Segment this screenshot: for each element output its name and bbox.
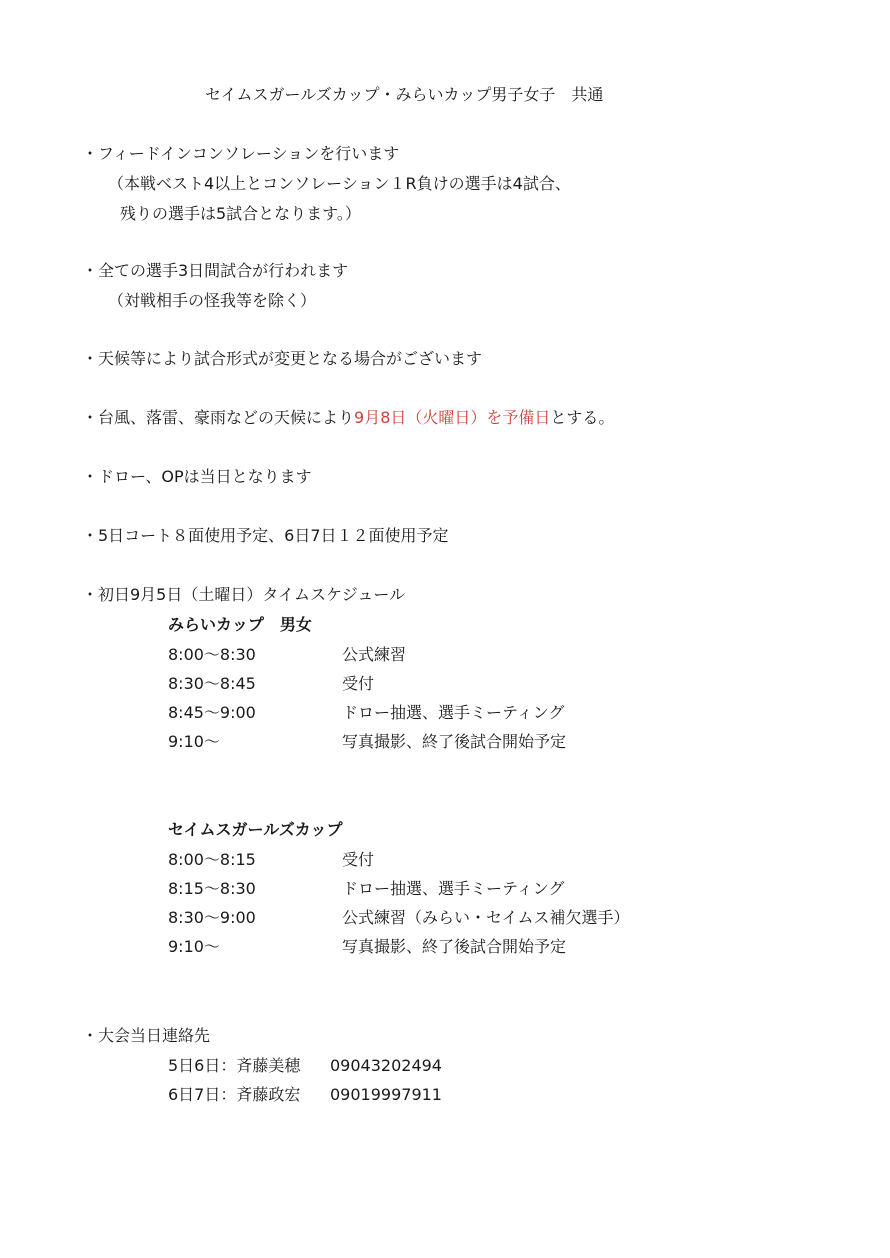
note-courts: ・5日コート８面使用予定、6日7日１２面使用予定	[82, 526, 449, 545]
reserve-day-suffix: とする。	[550, 408, 615, 427]
note-draw-op: ・ドロー、OPは当日となります	[82, 467, 312, 486]
schedule-row-desc: 受付	[342, 674, 375, 693]
schedule-row-time: 8:30～9:00	[168, 908, 256, 927]
schedule-row-time: 8:15～8:30	[168, 879, 256, 898]
reserve-day-highlight: 9月8日（火曜日）を予備日	[354, 408, 551, 427]
schedule-row-time: 8:30～8:45	[168, 674, 256, 693]
contact-name: 6日7日：斉藤政宏	[168, 1085, 301, 1104]
contact-phone: 09043202494	[330, 1056, 442, 1075]
schedule-row-desc: 公式練習（みらい・セイムス補欠選手）	[342, 908, 630, 927]
schedule-row-desc: 写真撮影、終了後試合開始予定	[342, 937, 567, 956]
note-feed-in-line2: （本戦ベスト4以上とコンソレーション１R負けの選手は4試合、	[108, 174, 571, 193]
schedule-row-desc: ドロー抽選、選手ミーティング	[342, 879, 565, 898]
schedule-row-desc: 公式練習	[342, 645, 407, 664]
note-schedule-heading: ・初日9月5日（土曜日）タイムスケジュール	[82, 585, 406, 604]
contact-phone: 09019997911	[330, 1085, 442, 1104]
schedule-row-time: 9:10～	[168, 937, 220, 956]
note-three-days-line2: （対戦相手の怪我等を除く）	[108, 291, 317, 310]
note-feed-in-line3: 残りの選手は5試合となります。）	[120, 204, 361, 223]
note-weather-format: ・天候等により試合形式が変更となる場合がございます	[82, 349, 483, 368]
schedule-row-time: 8:00～8:30	[168, 645, 256, 664]
schedule-row-time: 9:10～	[168, 732, 220, 751]
schedule-row-desc: 受付	[342, 850, 375, 869]
note-reserve-day	[82, 407, 614, 429]
note-three-days-line1: ・全ての選手3日間試合が行われます	[82, 261, 349, 280]
reserve-day-prefix: ・台風、落雷、豪雨などの天候により	[82, 408, 355, 427]
schedule-row-time: 8:45～9:00	[168, 703, 256, 722]
schedule-row-desc: ドロー抽選、選手ミーティング	[342, 703, 565, 722]
seims-cup-heading: セイムスガールズカップ	[168, 820, 343, 839]
schedule-row-time: 8:00～8:15	[168, 850, 256, 869]
contact-name: 5日6日：斉藤美穂	[168, 1056, 301, 1075]
schedule-row-desc: 写真撮影、終了後試合開始予定	[342, 732, 567, 751]
note-feed-in-line1: ・フィードインコンソレーションを行います	[82, 144, 400, 163]
contact-heading: ・大会当日連絡先	[82, 1026, 211, 1045]
page-title: セイムスガールズカップ・みらいカップ男子女子 共通	[205, 85, 604, 104]
mirai-cup-heading: みらいカップ 男女	[168, 615, 312, 634]
